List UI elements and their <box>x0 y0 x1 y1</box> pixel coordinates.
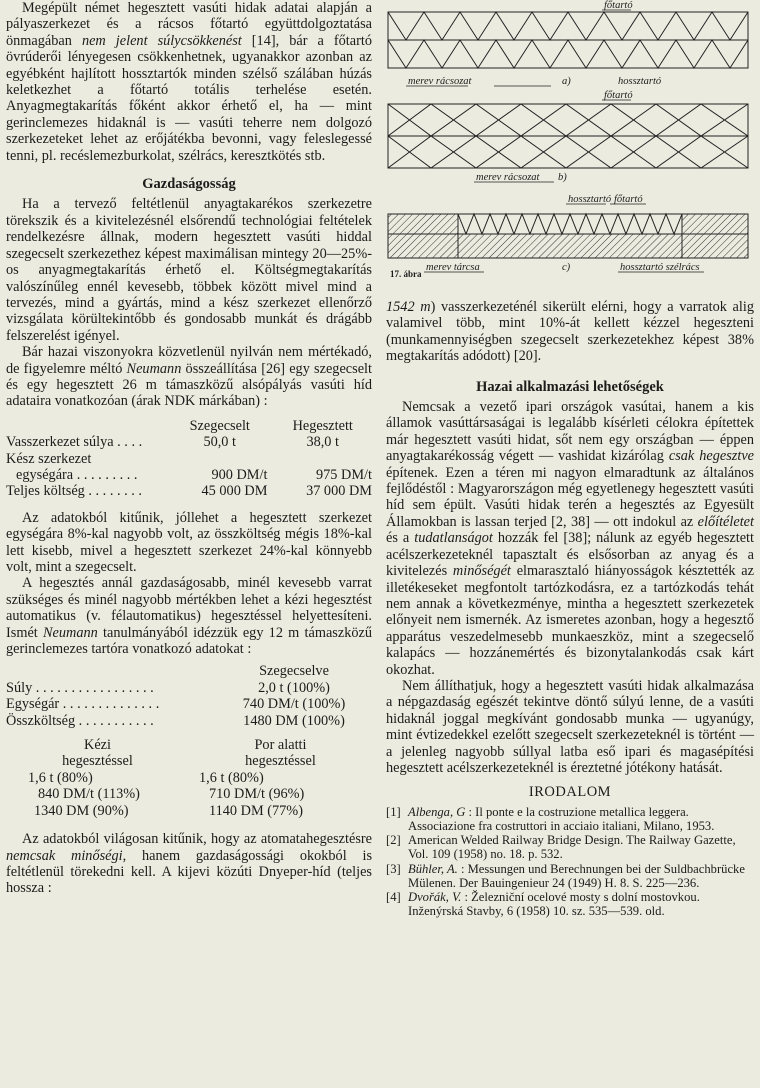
figure-label: főtartó <box>604 90 633 101</box>
paragraph: A hegesztés annál gazdaságosabb, minél kevesebb varrat szükséges és minél nagyobb mértékben lehet a kézi hegesztést automatikus (v. félautomatikus) hegesztéssel helyettesíteni. Ismét Neumann tanulmányából idézzük egy 12 m támaszközű gerinclemezes tartóra vonatkozó adatokat : <box>6 575 372 658</box>
column-header: Por alatti <box>254 737 307 754</box>
references-heading: IRODALOM <box>528 784 612 801</box>
table-row: Vasszerkezet súlya . . . . 50,0 t 38,0 t <box>6 434 340 451</box>
paragraph: Nem állíthatjuk, hogy a hegesztett vasúti hidak alkalmazása a népgazdaság egészét tekintve döntő súlyú lenne, de a vasúti hidaknál joggal megkívánt gondosabb munka — ugyanúgy, mint évtizedekkel ezelőtt szegecselt szerkezeteknél is történt — a jelenleg nagyobb súllyal latba eső ipari és magasépítési hegesztett acélszerkezeteknél is éreztetné jótékony hatását. <box>386 677 754 776</box>
paragraph: Ha a tervező feltétlenül anyagtakarékos szerkezetre törekszik és a kivitelezésnél elsőrendű technológiai feltételek rendelkezésre állnak, modern hegesztett vasúti hiddal szegecselt szerkezethez képest maximálisan mintegy 20—25%-os anyagmegtakarítás érhető el. Költségmegtakarítás valószínűleg ennél kevesebb, többek között mivel mind a tervezés, mind a gyártás, mind a kész szerkezet ellenőrző vizsgálata körültekintőbb és gondosabb munkát és drágább felszerelést igényel. <box>6 196 372 344</box>
table-row: 1,6 t (80%) 1,6 t (80%) <box>28 769 264 786</box>
right-column <box>386 0 754 918</box>
figure-label: merev rácsozat <box>476 172 540 183</box>
reference-item: [3] Bühler, A. : Messungen und Berechnungen bei der Suldbachbrücke Mülenen. Der Bauingenieur 24 (1949) H. 8. S. 225—236. <box>386 861 745 890</box>
reference-list <box>386 805 754 919</box>
figure-label: főtartó <box>604 0 633 11</box>
table-row: Súly . . . . . . . . . . . . . . . . . 2,0 t (100%) <box>6 679 330 696</box>
column-header: hegesztéssel <box>62 753 133 770</box>
cost-comparison-table <box>6 418 372 500</box>
table-row: egységára . . . . . . . . . 900 DM/t 975 DM/t <box>16 466 372 483</box>
column-header: Hegesztett <box>292 417 353 434</box>
paragraph: 1542 m) vasszerkezeténél sikerült elérni, hogy a varratok alig valamivel több, mint 10%-át kellett kézzel hegeszteni (munkamennyiségben szegecselt szerkezetekhez képest 38% megtakarítás adódott) [20]. <box>386 299 754 365</box>
figure-label: merev tárcsa <box>426 262 480 273</box>
left-column <box>6 0 372 897</box>
figure-label: b) <box>558 172 567 183</box>
weight-cost-table <box>6 663 372 729</box>
reference-item: [1] Albenga, G : Il ponte e la costruzione metallica leggera. Associazione fra costruttori in acciaio italiani, Milano, 1953. <box>386 804 715 833</box>
paragraph: Nemcsak a vezető ipari országok vasútai, hanem a kis államok vasúttársaságai is legalább kísérleti célokra építettek már hegesztett vasúti hidat, sőt nem egy országban — éppen anyagtakarékosság végett — vashidat kizárólag csak hegesztve építenek. Ezen a téren mi nagyon elmaradtunk az általános fejlődéstől : Magyarországon még egyetlenegy hegesztett vasúti híd sem épült. Vasúti hidak terén a hegesztés az Egyesült Államokban is lassan terjed [2, 38] — ott indokul az előítéletet és a tudatlanságot hozzák fel [38]; nálunk az egyéb hegesztett acélszerkezeteknél tapasztalt és elsősorban az anyag és a kivitelezés minőségét elmarasztaló hiányosságok késztették az illetékeseket megfontolt tartózkodásra, ez a tartózkodás tehát nem annak a következménye, mintha a hegesztett szerkezetek előnyeit nem ismernék. Az ismeretes azonban, hogy a hegesztő apparátus veszedelmesebb munkaeszköz, mint a szegecselő kalapács — hozzánemértés és bizonytalankodás csak kárt okozhat. <box>386 399 755 678</box>
table-row: 840 DM/t (113%) 710 DM/t (96%) <box>38 786 305 803</box>
table-row: Teljes költség . . . . . . . . 45 000 DM 37 000 DM <box>6 483 372 500</box>
column-header: Szegecselt <box>189 417 250 434</box>
bridge-diagram <box>386 0 750 275</box>
figure-label: hossztartó szélrács <box>620 262 700 273</box>
column-header: Kézi <box>84 737 111 754</box>
table-row: 1340 DM (90%) 1140 DM (77%) <box>34 802 303 819</box>
paragraph: Bár hazai viszonyokra közvetlenül nyilván nem mértékadó, de figyelemre méltó Neumann összeállítása [26] egy szegecselt és egy hegesztett 26 m támaszközű alsópályás vasúti híd adataira vonatkozóan (árak NDK márkában) : <box>6 344 372 410</box>
figure-label: hossztartó <box>618 76 662 87</box>
welding-comparison-table <box>6 737 372 819</box>
reference-item: [2] American Welded Railway Bridge Design. The Railway Gazette, Vol. 109 (1958) no. 18. p. 532. <box>386 833 736 862</box>
figure-number: 17. ábra <box>390 269 422 279</box>
figure-label: hossztartó <box>568 194 612 205</box>
figure-label: főtartó <box>614 194 643 205</box>
figure-17 <box>386 0 750 279</box>
section-heading: Gazdaságosság <box>142 176 236 193</box>
reference-item: [4] Dvořák, V. : Železniční ocelové mosty s dolní mostovkou. Inženýrská Stavby, 6 (1958) 10. sz. 535—539. old. <box>386 890 700 919</box>
table-row: Egységár . . . . . . . . . . . . . . 740 DM/t (100%) <box>6 696 346 713</box>
section-heading: Hazai alkalmazási lehetőségek <box>476 378 664 395</box>
figure-label: c) <box>562 262 571 273</box>
paragraph: Megépült német hegesztett vasúti hidak adatai alapján a pályaszerkezet és a rácsos főtartó együttdolgoztatása önmagában nem jelent súlycsökkenést [14], bár a főtartó övrúderői lényegesen csökkenhetnek, ugyanakkor azonban az egyébként hajlított hossztartók minden szélső szálában húzás keletkezhet a főtartó totális terhelése esetén. Anyagmegtakarítás főként akkor érhető el, ha — mint gerinclemezes hidaknál is — vasúti teherre nem dolgozó szerkezeteket lehet az erőjátékba bevonni, vagy feleslegessé tenni, pl. recéslemezburkolat, szélrács, keresztkötés stb. <box>6 0 372 164</box>
table-row: Összköltség . . . . . . . . . . . 1480 DM (100%) <box>6 712 345 729</box>
paragraph: Az adatokból világosan kitűnik, hogy az atomatahegesztésre nemcsak minőségi, hanem gazdaságossági okokból is feltétlenül törekedni kell. A kijevi közúti Dnyeper-híd (teljes hossza : <box>6 831 373 897</box>
figure-label: merev rácsozat <box>408 76 472 87</box>
paragraph: Az adatokból kitűnik, jóllehet a hegesztett szerkezet egységára 8%-kal nagyobb volt, az összköltség mégis 18%-kal lett kisebb, mivel a hegesztett szerkezet 24%-kal könnyebb volt, mint a szegecselt. <box>6 509 372 575</box>
table-row: Kész szerkezet <box>6 450 92 467</box>
column-header: Szegecselve <box>259 663 329 680</box>
column-header: hegesztéssel <box>245 753 316 770</box>
figure-label: a) <box>562 76 571 87</box>
